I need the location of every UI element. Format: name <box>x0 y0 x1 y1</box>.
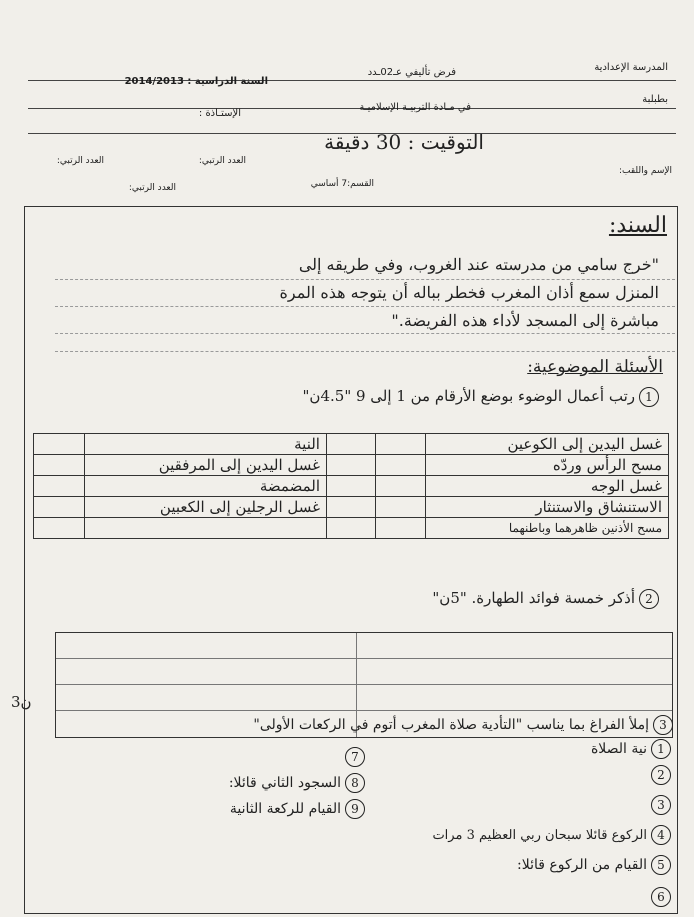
wudu-answer-box[interactable] <box>34 476 85 497</box>
question-2-text: أذكر خمسة فوائد الطهارة. "5ن" <box>432 589 635 607</box>
rank-label-2: العدد الرتبي: <box>198 156 246 166</box>
teacher-label: الإستـاذة : <box>198 108 241 119</box>
wudu-left-3: المضمضة <box>84 476 326 497</box>
wudu-answer-box[interactable] <box>375 455 425 476</box>
prayer-step-4: 4الركوع قائلا سبحان ربي العظيم 3 مرات <box>432 825 671 845</box>
exam-header <box>28 56 676 134</box>
wudu-answer-box[interactable] <box>34 518 85 539</box>
sanad-title: السند: <box>608 213 667 238</box>
wudu-right-5: مسح الأذنين ظاهرهما وباطنهما <box>426 518 669 539</box>
wudu-answer-box[interactable] <box>326 518 375 539</box>
prayer-step-2: 2 <box>647 765 671 785</box>
rank-label-3: العدد الرتبي: <box>128 183 176 193</box>
wudu-answer-box[interactable] <box>34 455 85 476</box>
question-1 <box>303 387 659 407</box>
question-1-number: 1 <box>639 387 659 407</box>
wudu-right-1: غسل اليدين إلى الكوعين <box>426 434 669 455</box>
question-1-text: رتب أعمال الوضوء بوضع الأرقام من 1 إلى 9 "4.5ن" <box>302 387 635 405</box>
wudu-left-2: غسل اليدين إلى المرفقين <box>84 455 326 476</box>
question-3-text: إملأ الفراغ بما يناسب "التأدية صلاة المغرب أتوم في الركعات الأولى" <box>253 717 649 733</box>
wudu-right-4: الاستنشاق والاستنثار <box>426 497 669 518</box>
prayer-step-6: 6 <box>647 887 671 907</box>
question-2 <box>432 589 659 609</box>
wudu-right-3: غسل الوجه <box>426 476 669 497</box>
wudu-answer-box[interactable] <box>375 476 425 497</box>
wudu-answer-box[interactable] <box>326 497 375 518</box>
prayer-step-5: 5القيام من الركوع قائلا: <box>517 855 671 875</box>
sanad-line-2: المنزل سمع أذان المغرب فخطر بباله أن يتوجه هذه المرة <box>279 283 659 302</box>
wudu-answer-box[interactable] <box>375 497 425 518</box>
name-label: الإسم واللقب: <box>618 166 672 176</box>
question-3-number: 3 <box>653 715 673 735</box>
wudu-answer-box[interactable] <box>326 434 375 455</box>
prayer-step-3: 3 <box>647 795 671 815</box>
prayer-steps-left <box>115 747 365 837</box>
sanad-line-3: مباشرة إلى المسجد لأداء هذه الفريضة." <box>391 311 659 330</box>
subject-title: في مـادة التربيـة الإسلاميـة <box>359 102 471 113</box>
questions-title: الأسئلة الموضوعية: <box>527 357 663 377</box>
exam-title: فرض تأليفي عـ02ـدد <box>367 67 456 78</box>
wudu-answer-box[interactable] <box>375 518 425 539</box>
prayer-steps-right <box>371 739 671 915</box>
wudu-left-4: غسل الرجلين إلى الكعبين <box>84 497 326 518</box>
rank-label-1: العدد الرتبي: <box>56 156 104 166</box>
school-year: السنة الدراسية : 2014/2013 <box>124 76 268 87</box>
question-2-number: 2 <box>639 589 659 609</box>
question-3 <box>253 715 673 735</box>
wudu-answer-box[interactable] <box>326 476 375 497</box>
exam-body-frame <box>11 206 678 914</box>
prayer-step-1: 1نية الصلاة <box>591 739 671 759</box>
exam-duration: التوقيت : 30 دقيقة <box>324 130 484 154</box>
school-name: المدرسة الإعدادية <box>594 62 668 73</box>
wudu-order-table <box>33 433 669 539</box>
school-city: بطبلبة <box>642 94 668 105</box>
wudu-answer-box[interactable] <box>34 497 85 518</box>
class-label: القسم:7 أساسي <box>310 179 374 189</box>
wudu-right-2: مسح الرأس وردّه <box>426 455 669 476</box>
wudu-answer-box[interactable] <box>375 434 425 455</box>
wudu-answer-box[interactable] <box>326 455 375 476</box>
prayer-step-7: 7 <box>341 747 365 767</box>
wudu-left-1: النية <box>84 434 326 455</box>
prayer-step-9: 9القيام للركعة الثانية <box>230 799 365 819</box>
question-3-score: 3ن <box>11 693 32 711</box>
sanad-line-1: "خرج سامي من مدرسته عند الغروب، وفي طريقه إلى <box>298 255 659 274</box>
prayer-step-8: 8السجود الثاني قائلا: <box>229 773 365 793</box>
wudu-answer-box[interactable] <box>34 434 85 455</box>
wudu-left-5 <box>84 518 326 539</box>
